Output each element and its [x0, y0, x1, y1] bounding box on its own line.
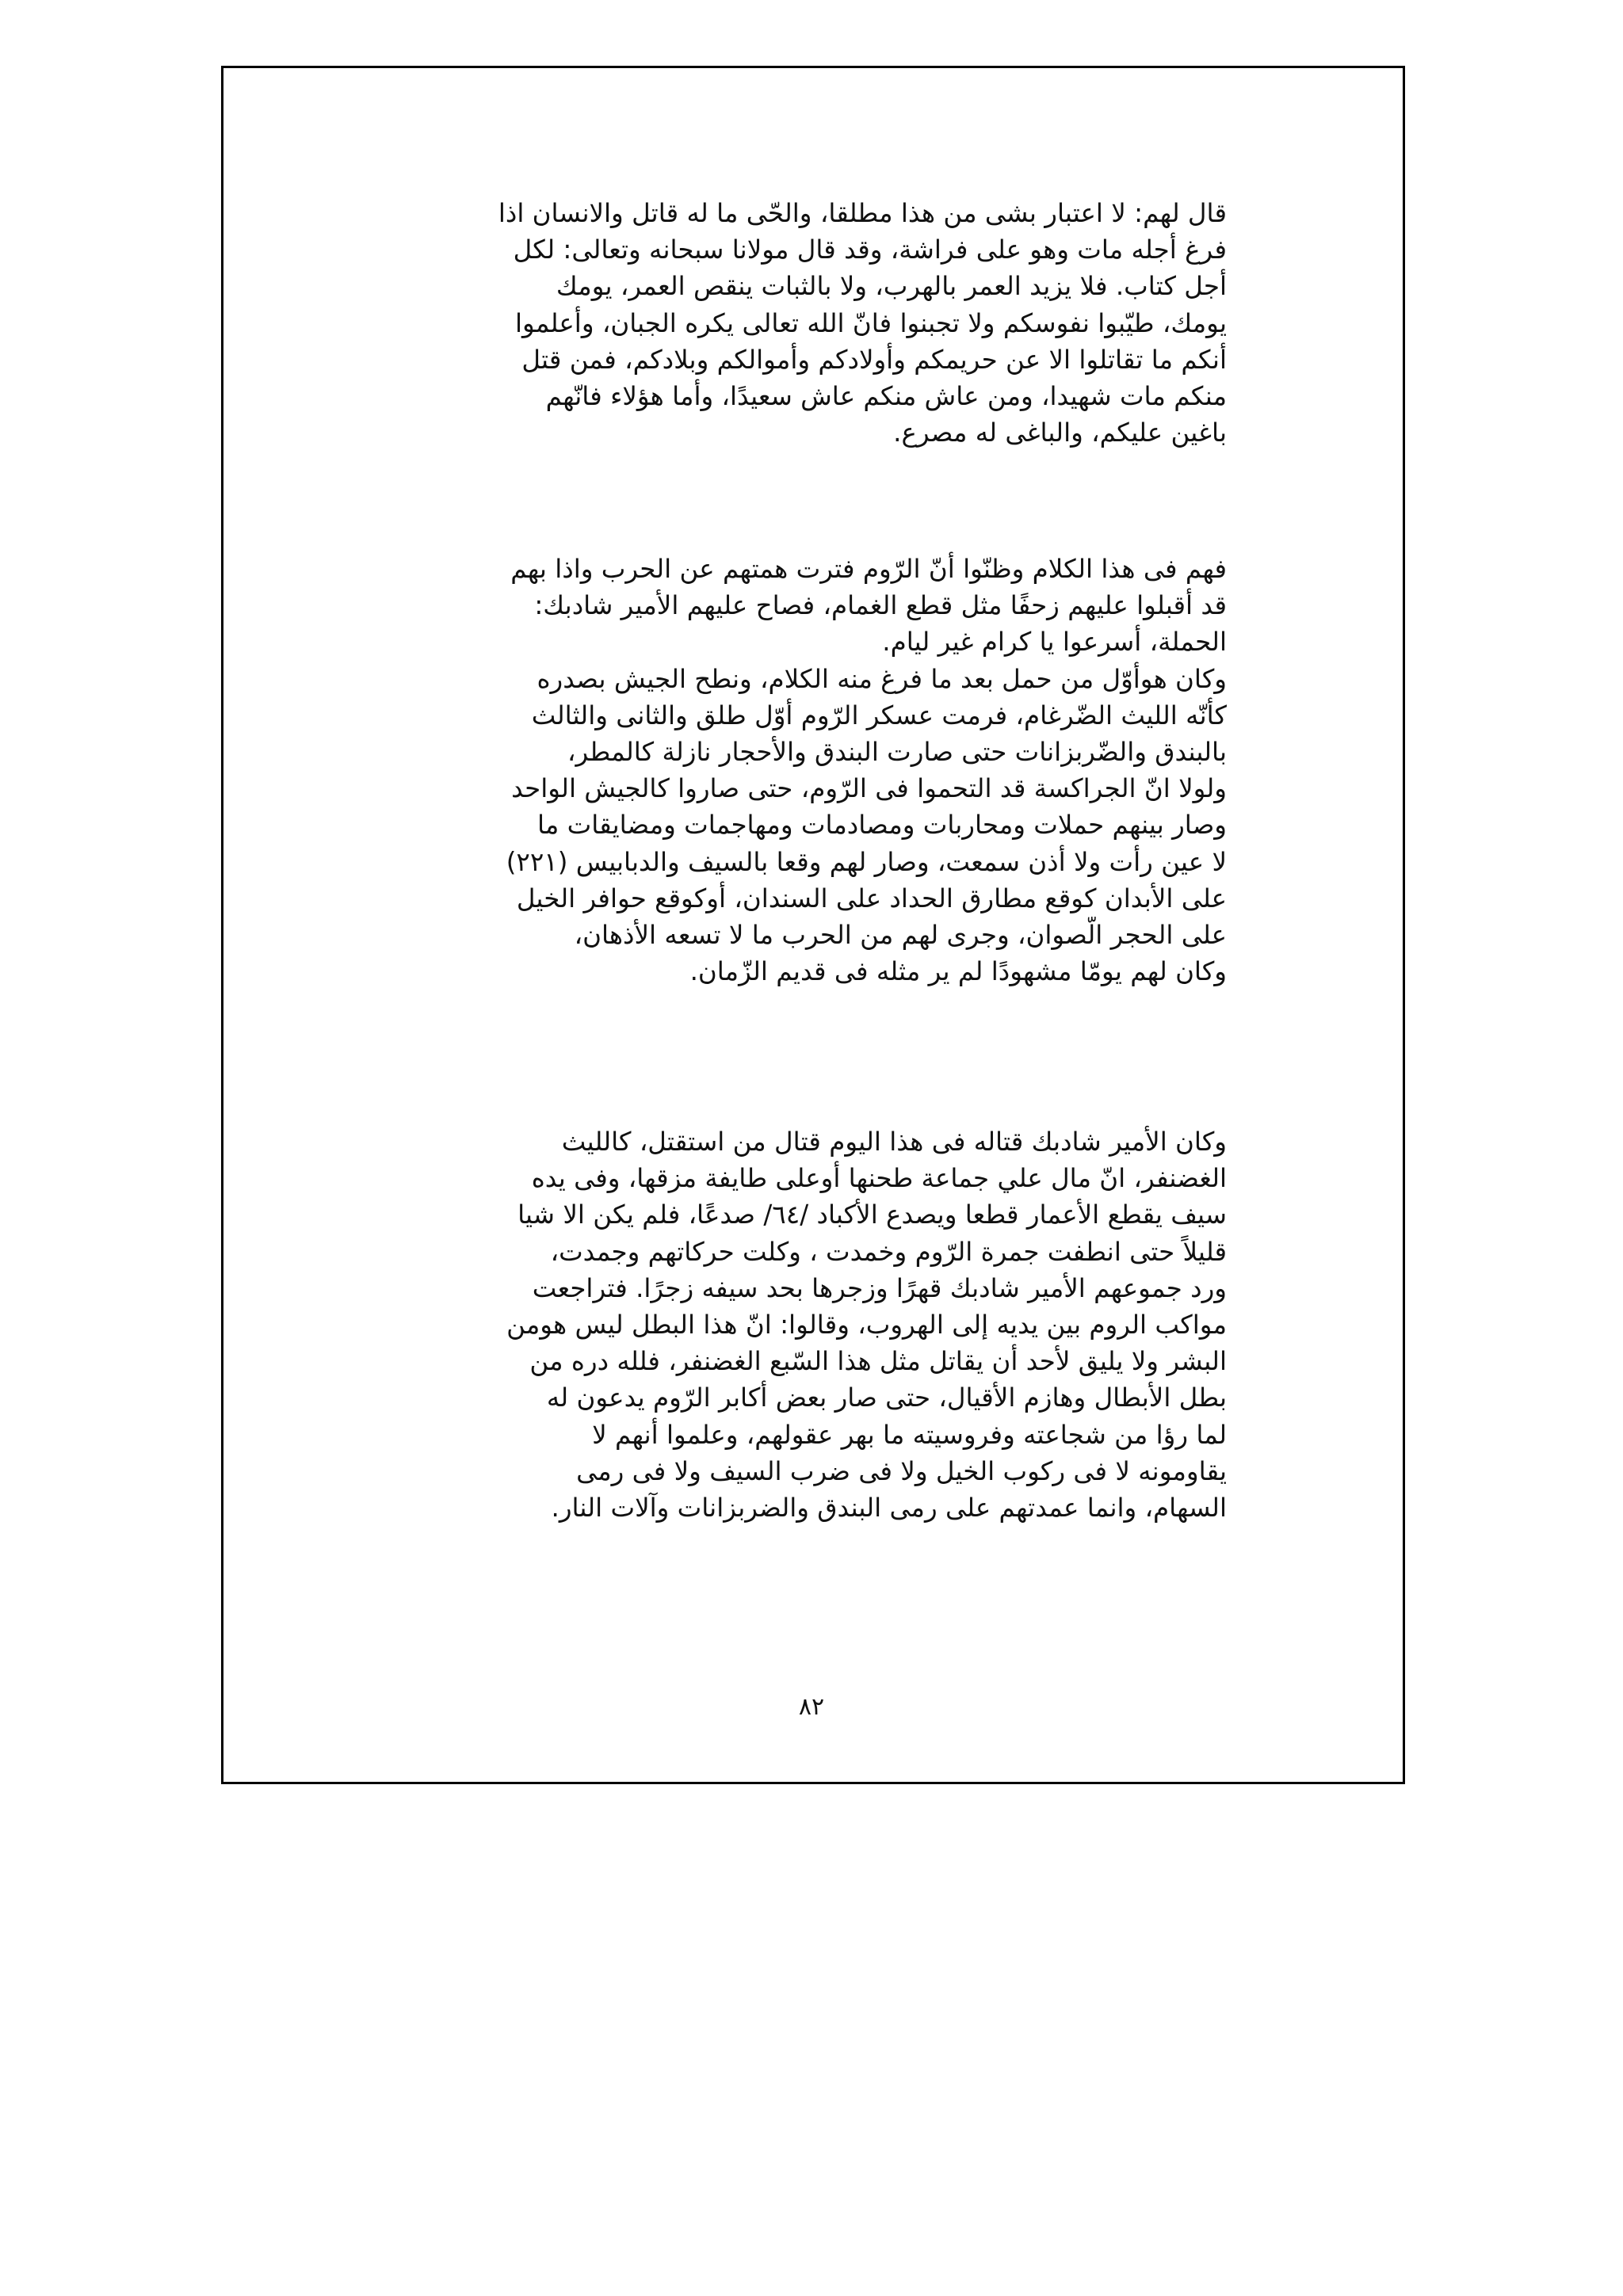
text-line: البشر ولا يليق لأحد أن يقاتل مثل هذا السّبع الغضنفر، فلله دره من — [529, 1346, 1227, 1377]
text-line: الحملة، أسرعوا يا كرام غير ليام. — [882, 627, 1227, 658]
text-line: يقاومونه لا فى ركوب الخيل ولا فى ضرب السيف ولا فى رمى — [576, 1455, 1227, 1486]
text-line: أجل كتاب. فلا يزيد العمر بالهرب، ولا بالثبات ينقص العمر، يومك — [556, 271, 1227, 302]
text-line: سيف يقطع الأعمار قطعا ويصدع الأكباد /٦٤/ صدعًا، فلم يكن الا شيا — [517, 1199, 1227, 1230]
text-line: كأنّه الليث الضّرغام، فرمت عسكر الرّوم أوّل طلق والثانى والثالث — [531, 700, 1227, 730]
text-line: يومك، طيّبوا نفوسكم ولا تجبنوا فانّ الله تعالى يكره الجبان، وأعلموا — [515, 307, 1227, 338]
text-line: ولولا انّ الجراكسة قد التحموا فى الرّوم، حتى صاروا كالجيش الواحد — [511, 773, 1227, 804]
text-line: على الحجر الّصوان، وجرى لهم من الحرب ما لا تسعه الأذهان، — [574, 919, 1227, 950]
text-line: أنكم ما تقاتلوا الا عن حريمكم وأولادكم وأموالكم وبلادكم، فمن قتل — [521, 344, 1227, 375]
text-line: على الأبدان كوقع مطارق الحداد على السندان، أوكوقع حوافر الخيل — [516, 883, 1227, 913]
text-line: لما رؤا من شجاعته وفروسيته ما بهر عقولهم، وعلموا أنهم لا — [592, 1419, 1227, 1450]
text-line: قد أقبلوا عليهم زحفًا مثل قطع الغمام، فصاح عليهم الأمير شادبك: — [534, 590, 1227, 621]
text-line: فرغ أجله مات وهو على فراشة، وقد قال مولانا سبحانه وتعالى: لكل — [513, 235, 1227, 265]
text-line: قليلاً حتى انطفت جمرة الرّوم وخمدت ، وكلت حركاتهم وجمدت، — [550, 1236, 1227, 1267]
text-line: الغضنفر، انّ مال علي جماعة طحنها أوعلى طايفة مزقها، وفى يده — [531, 1163, 1227, 1194]
text-line: منكم مات شهيدا، ومن عاش منكم عاش سعيدًا، وأما هؤلاء فانّهم — [545, 380, 1227, 411]
text-line: فهم فى هذا الكلام وظنّوا أنّ الرّوم فترت همتهم عن الحرب واذا بهم — [510, 554, 1227, 584]
text-line: بالبندق والضّربزانات حتى صارت البندق والأحجار نازلة كالمطر، — [567, 736, 1227, 767]
text-line: وصار بينهم حملات ومحاربات ومصادمات ومهاجمات ومضايقات ما — [537, 810, 1227, 841]
paragraph-2 — [398, 551, 1227, 990]
paragraph-3 — [398, 1123, 1227, 1526]
text-line: قال لهم: لا اعتبار بشى من هذا مطلقا، والحّى ما له قاتل والانسان اذا — [498, 198, 1227, 228]
text-line: السهام، وانما عمدتهم على رمى البندق والضربزانات وآلات النار. — [551, 1492, 1227, 1523]
text-line: ورد جموعهم الأمير شادبك قهرًا وزجرها بحد سيفه زجرًا. فتراجعت — [532, 1272, 1227, 1303]
text-line: مواكب الروم بين يديه إلى الهروب، وقالوا: انّ هذا البطل ليس هومن — [506, 1309, 1227, 1340]
text-line: وكان لهم يومّا مشهودًا لم ير مثله فى قديم الزّمان. — [689, 956, 1227, 987]
text-line: وكان هوأوّل من حمل بعد ما فرغ منه الكلام، ونطح الجيش بصدره — [537, 663, 1227, 694]
text-line: لا عين رأت ولا أذن سمعت، وصار لهم وقعا بالسيف والدبابيس (٢٢١) — [506, 846, 1227, 877]
paragraph-1 — [398, 195, 1227, 451]
text-line: وكان الأمير شادبك قتاله فى هذا اليوم قتال من استقتل، كالليث — [561, 1127, 1227, 1157]
text-line: باغين عليكم، والباغى له مصرع. — [893, 418, 1227, 448]
text-line: بطل الأبطال وهازم الأقيال، حتى صار بعض أكابر الرّوم يدعون له — [546, 1383, 1227, 1413]
page-number: ٨٢ — [798, 1693, 825, 1721]
